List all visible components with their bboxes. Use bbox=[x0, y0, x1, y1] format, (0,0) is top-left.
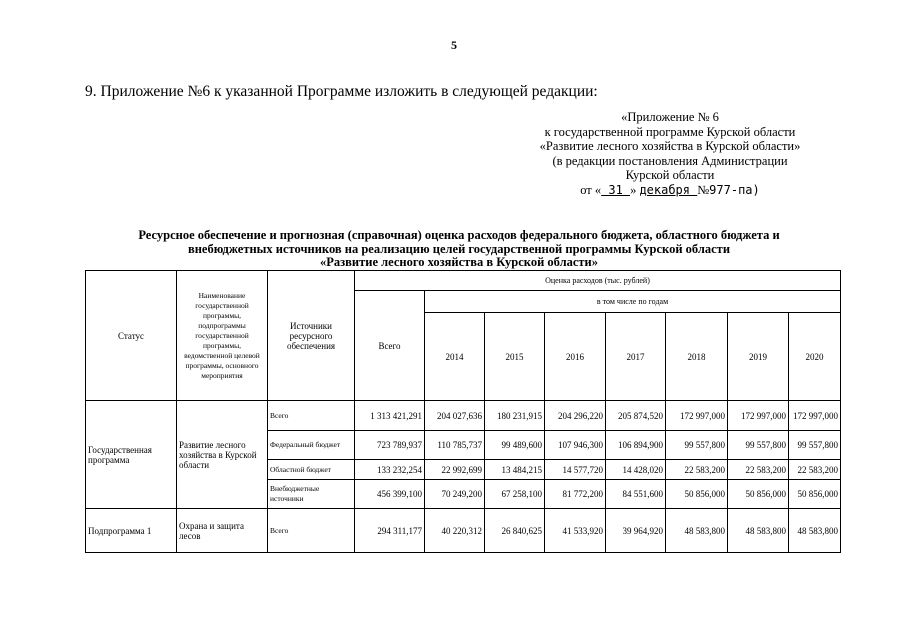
value-cell: 40 220,312 bbox=[425, 509, 485, 553]
value-cell: 48 583,800 bbox=[789, 509, 841, 553]
value-cell: 99 557,800 bbox=[728, 431, 789, 460]
header-total: Всего bbox=[355, 291, 425, 401]
value-cell: 1 313 421,291 bbox=[355, 401, 425, 431]
value-cell: 204 027,636 bbox=[425, 401, 485, 431]
source-cell: Всего bbox=[268, 401, 355, 431]
resource-table bbox=[85, 270, 841, 553]
value-cell: 294 311,177 bbox=[355, 509, 425, 553]
value-cell: 50 856,000 bbox=[789, 480, 841, 509]
value-cell: 13 484,215 bbox=[485, 460, 545, 480]
value-cell: 205 874,520 bbox=[606, 401, 666, 431]
appendix-heading bbox=[520, 110, 820, 197]
value-cell: 22 583,200 bbox=[789, 460, 841, 480]
value-cell: 106 894,900 bbox=[606, 431, 666, 460]
value-cell: 48 583,800 bbox=[728, 509, 789, 553]
year-2016: 2016 bbox=[545, 313, 606, 401]
date-day: 31 bbox=[601, 182, 631, 197]
header-by-years: в том числе по годам bbox=[425, 291, 841, 313]
value-cell: 172 997,000 bbox=[789, 401, 841, 431]
value-cell: 133 232,254 bbox=[355, 460, 425, 480]
value-cell: 180 231,915 bbox=[485, 401, 545, 431]
header-name: Наименование государственной программы, подпрограммы государственной программы, ведомственной целевой программы, основного мероприятия bbox=[177, 271, 268, 401]
value-cell: 26 840,625 bbox=[485, 509, 545, 553]
value-cell: 14 428,020 bbox=[606, 460, 666, 480]
table-row bbox=[86, 401, 841, 431]
value-cell: 14 577,720 bbox=[545, 460, 606, 480]
value-cell: 50 856,000 bbox=[666, 480, 728, 509]
table-title-line-1: Ресурсное обеспечение и прогнозная (справочная) оценка расходов федерального бюджета, областного бюджета и bbox=[138, 228, 780, 242]
appendix-line-3: «Развитие лесного хозяйства в Курской области» bbox=[539, 139, 801, 153]
value-cell: 107 946,300 bbox=[545, 431, 606, 460]
source-cell: Областной бюджет bbox=[268, 460, 355, 480]
value-cell: 81 772,200 bbox=[545, 480, 606, 509]
value-cell: 50 856,000 bbox=[728, 480, 789, 509]
amendment-paragraph: 9. Приложение №6 к указанной Программе изложить в следующей редакции: bbox=[85, 83, 598, 100]
value-cell: 67 258,100 bbox=[485, 480, 545, 509]
program-status: Государственная программа bbox=[86, 401, 177, 509]
appendix-date-line bbox=[520, 183, 820, 198]
value-cell: 204 296,220 bbox=[545, 401, 606, 431]
appendix-line-1: «Приложение № 6 bbox=[621, 110, 719, 124]
value-cell: 172 997,000 bbox=[728, 401, 789, 431]
date-month: декабря bbox=[639, 182, 698, 197]
date-prefix: от « bbox=[580, 182, 602, 197]
subprogram-status: Подпрограмма 1 bbox=[86, 509, 177, 553]
source-cell: Внебюджетные источники bbox=[268, 480, 355, 509]
subprogram-name: Охрана и защита лесов bbox=[177, 509, 268, 553]
value-cell: 22 583,200 bbox=[728, 460, 789, 480]
table-title-line-2: внебюджетных источников на реализацию целей государственной программы Курской области bbox=[187, 241, 731, 256]
date-suffix: ) bbox=[752, 182, 760, 197]
appendix-line-4: (в редакции постановления Администрации bbox=[552, 153, 788, 168]
value-cell: 39 964,920 bbox=[606, 509, 666, 553]
number-prefix: № bbox=[697, 182, 710, 197]
year-2018: 2018 bbox=[666, 313, 728, 401]
year-2019: 2019 bbox=[728, 313, 789, 401]
value-cell: 723 789,937 bbox=[355, 431, 425, 460]
value-cell: 22 583,200 bbox=[666, 460, 728, 480]
year-2020: 2020 bbox=[789, 313, 841, 401]
value-cell: 70 249,200 bbox=[425, 480, 485, 509]
source-cell: Всего bbox=[268, 509, 355, 553]
page-number: 5 bbox=[451, 38, 457, 52]
year-2017: 2017 bbox=[606, 313, 666, 401]
value-cell: 84 551,600 bbox=[606, 480, 666, 509]
table-title bbox=[100, 229, 818, 270]
value-cell: 41 533,920 bbox=[545, 509, 606, 553]
value-cell: 22 992,699 bbox=[425, 460, 485, 480]
value-cell: 456 399,100 bbox=[355, 480, 425, 509]
header-sources: Источники ресурсного обеспечения bbox=[268, 271, 355, 401]
appendix-line-5: Курской области bbox=[625, 168, 715, 182]
appendix-line-2: к государственной программе Курской области bbox=[544, 124, 796, 139]
date-mid: » bbox=[630, 182, 637, 197]
decree-number: 977-па bbox=[709, 182, 753, 197]
value-cell: 172 997,000 bbox=[666, 401, 728, 431]
header-estimate: Оценка расходов (тыс. рублей) bbox=[355, 271, 841, 291]
value-cell: 99 557,800 bbox=[666, 431, 728, 460]
source-cell: Федеральный бюджет bbox=[268, 431, 355, 460]
year-2015: 2015 bbox=[485, 313, 545, 401]
table-row bbox=[86, 509, 841, 553]
value-cell: 110 785,737 bbox=[425, 431, 485, 460]
value-cell: 99 557,800 bbox=[789, 431, 841, 460]
value-cell: 48 583,800 bbox=[666, 509, 728, 553]
header-status: Статус bbox=[86, 271, 177, 401]
year-2014: 2014 bbox=[425, 313, 485, 401]
value-cell: 99 489,600 bbox=[485, 431, 545, 460]
table-title-line-3: «Развитие лесного хозяйства в Курской области» bbox=[320, 255, 598, 269]
program-name: Развитие лесного хозяйства в Курской области bbox=[177, 401, 268, 509]
